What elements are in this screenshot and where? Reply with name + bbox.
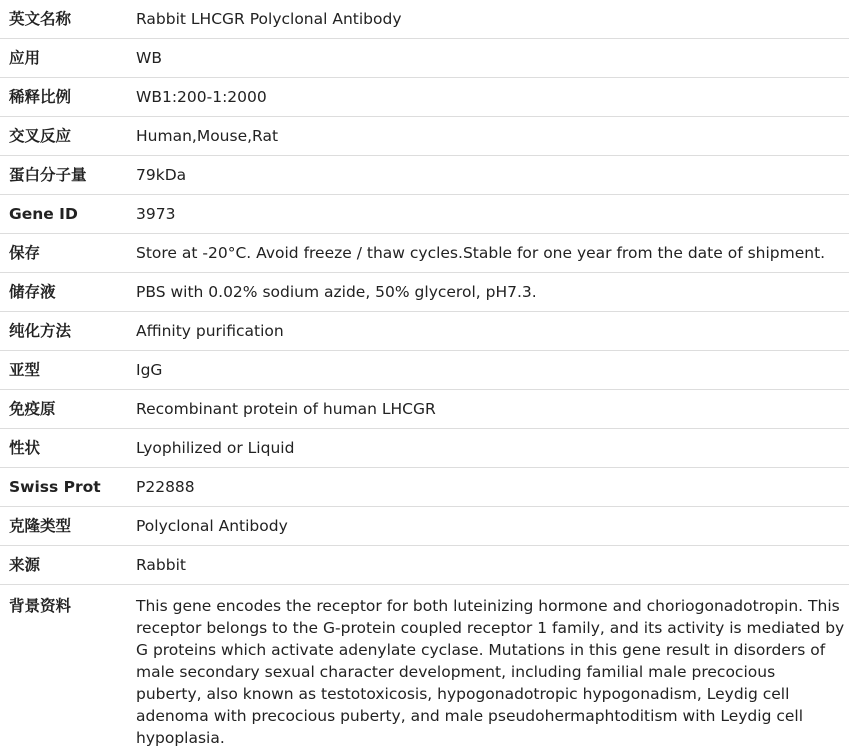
spec-row-immunogen (0, 390, 849, 429)
spec-label: Gene ID (0, 195, 127, 234)
spec-label: 保存 (0, 234, 127, 273)
spec-label: 储存液 (0, 273, 127, 312)
spec-value: PBS with 0.02% sodium azide, 50% glycerol, pH7.3. (127, 273, 849, 312)
spec-label: 免疫原 (0, 390, 127, 429)
spec-value-background: This gene encodes the receptor for both luteinizing hormone and choriogonadotropin. This receptor belongs to the G-protein coupled receptor 1 family, and its activity is mediated by G proteins which activate adenylate cyclase. Mutations in this gene result in disorders of male secondary sexual character development, including familial male precocious puberty, also known as testotoxicosis, hypogonadotropic hypogonadism, Leydig cell adenoma with precocious puberty, and male pseudohermaphtoditism with Leydig cell hypoplasia. (127, 585, 849, 749)
spec-label: 应用 (0, 39, 127, 78)
spec-value: Recombinant protein of human LHCGR (127, 390, 849, 429)
spec-label: 克隆类型 (0, 507, 127, 546)
spec-label: 交叉反应 (0, 117, 127, 156)
spec-label: 亚型 (0, 351, 127, 390)
spec-value: Lyophilized or Liquid (127, 429, 849, 468)
spec-value: Rabbit (127, 546, 849, 585)
spec-value: IgG (127, 351, 849, 390)
spec-value: P22888 (127, 468, 849, 507)
spec-label: 来源 (0, 546, 127, 585)
spec-label: 背景资料 (0, 585, 127, 749)
spec-value: WB1:200-1:2000 (127, 78, 849, 117)
spec-label: 英文名称 (0, 0, 127, 39)
spec-row-storage (0, 234, 849, 273)
spec-value: WB (127, 39, 849, 78)
spec-row-isotype (0, 351, 849, 390)
spec-value: Affinity purification (127, 312, 849, 351)
spec-row-host (0, 546, 849, 585)
spec-row-buffer (0, 273, 849, 312)
spec-row-molecular-weight (0, 156, 849, 195)
spec-value: 79kDa (127, 156, 849, 195)
spec-label: 纯化方法 (0, 312, 127, 351)
spec-value: Human,Mouse,Rat (127, 117, 849, 156)
spec-row-english-name (0, 0, 849, 39)
spec-row-background (0, 585, 849, 749)
spec-row-application (0, 39, 849, 78)
spec-label: 蛋白分子量 (0, 156, 127, 195)
spec-label: 稀释比例 (0, 78, 127, 117)
spec-row-reactivity (0, 117, 849, 156)
spec-row-clonality (0, 507, 849, 546)
spec-value: Polyclonal Antibody (127, 507, 849, 546)
spec-row-dilution (0, 78, 849, 117)
spec-label: 性状 (0, 429, 127, 468)
spec-value: Store at -20°C. Avoid freeze / thaw cycles.Stable for one year from the date of shipment. (127, 234, 849, 273)
spec-row-form (0, 429, 849, 468)
spec-value: Rabbit LHCGR Polyclonal Antibody (127, 0, 849, 39)
spec-row-purification (0, 312, 849, 351)
spec-row-swiss-prot (0, 468, 849, 507)
spec-row-gene-id (0, 195, 849, 234)
spec-label: Swiss Prot (0, 468, 127, 507)
spec-value: 3973 (127, 195, 849, 234)
